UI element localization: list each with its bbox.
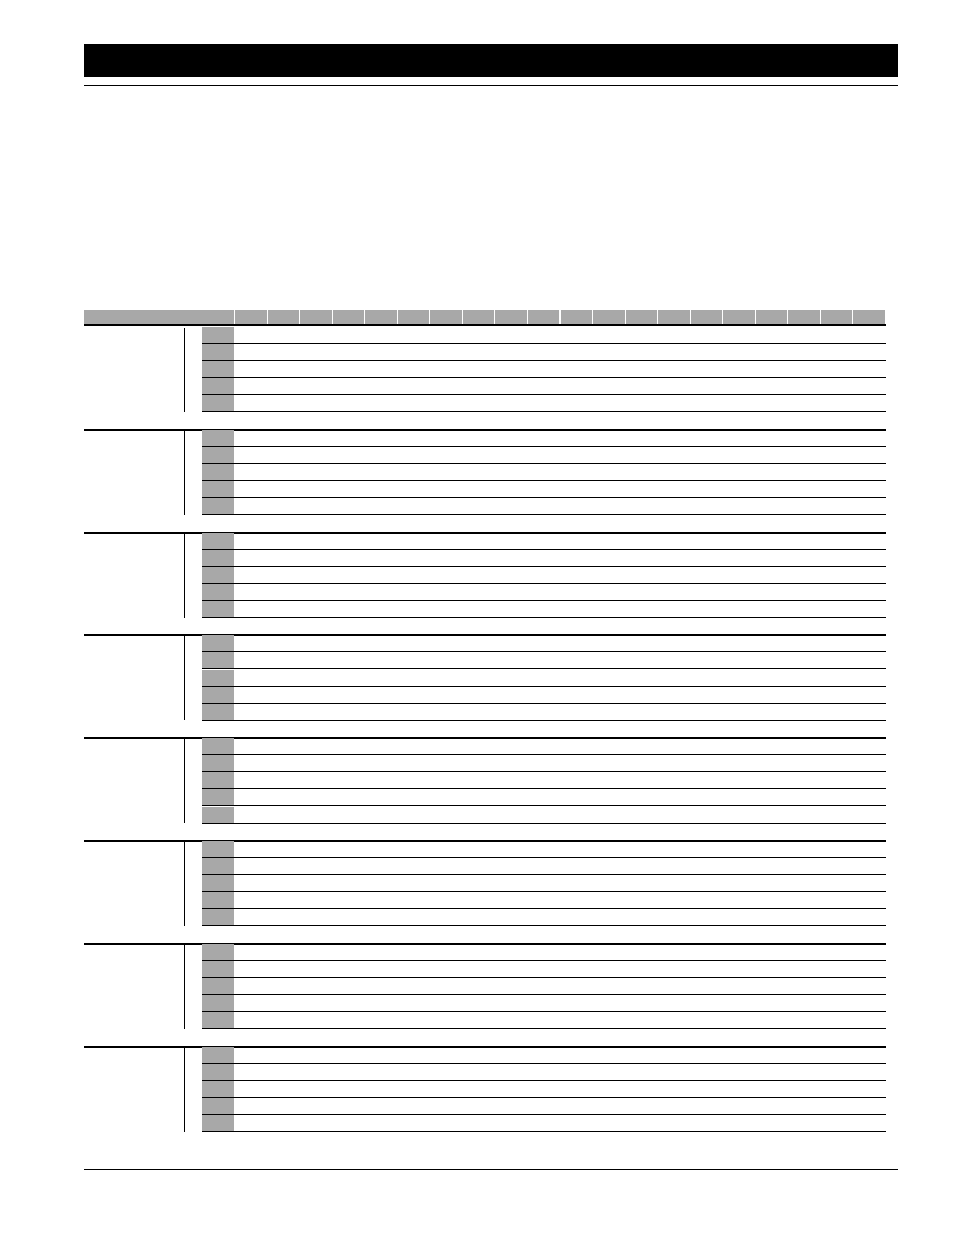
- column-header-cell: [333, 310, 365, 324]
- row-key-cell: [202, 1115, 234, 1131]
- row-key-cell: [202, 909, 234, 925]
- row-key-cell: [202, 395, 234, 411]
- row-key-cell: [202, 755, 234, 771]
- table-row: [202, 875, 886, 892]
- table-row: [202, 481, 886, 498]
- row-divider: [202, 925, 886, 926]
- row-key-cell: [202, 584, 234, 600]
- table-row: [202, 858, 886, 875]
- row-key-cell: [202, 361, 234, 377]
- row-key-cell: [202, 481, 234, 497]
- table-row: [202, 807, 886, 824]
- table-row: [202, 892, 886, 909]
- column-header-cell: [788, 310, 820, 324]
- column-header-cell: [268, 310, 300, 324]
- row-key-cell: [202, 1081, 234, 1097]
- table-row: [202, 738, 886, 755]
- table-header-label: [84, 310, 234, 324]
- row-key-cell: [202, 841, 234, 857]
- column-header-cell: [365, 310, 397, 324]
- table-row: [202, 464, 886, 481]
- table-row: [202, 327, 886, 344]
- table-group: [84, 943, 886, 1033]
- table-group: [84, 1046, 886, 1136]
- row-divider: [202, 617, 886, 618]
- column-header-cell: [658, 310, 690, 324]
- group-bracket-line: [184, 1048, 185, 1132]
- group-bracket-line: [184, 842, 185, 926]
- table-row: [202, 584, 886, 601]
- table-row: [202, 978, 886, 995]
- table-row: [202, 961, 886, 978]
- group-bracket-line: [184, 534, 185, 618]
- footer-divider: [84, 1169, 898, 1170]
- row-key-cell: [202, 652, 234, 668]
- row-key-cell: [202, 601, 234, 617]
- table-row: [202, 1012, 886, 1029]
- table-row: [202, 635, 886, 652]
- column-header-cell: [235, 310, 267, 324]
- group-bracket-line: [184, 636, 185, 720]
- table-row: [202, 601, 886, 618]
- column-header-cell: [691, 310, 723, 324]
- row-key-cell: [202, 1064, 234, 1080]
- row-key-cell: [202, 892, 234, 908]
- table-row: [202, 1081, 886, 1098]
- table-group: [84, 429, 886, 519]
- row-divider: [202, 1028, 886, 1029]
- row-divider: [202, 514, 886, 515]
- row-key-cell: [202, 978, 234, 994]
- row-key-cell: [202, 670, 234, 686]
- row-key-cell: [202, 447, 234, 463]
- table-group: [84, 737, 886, 827]
- table-group: [84, 634, 886, 724]
- row-key-cell: [202, 430, 234, 446]
- column-header-cell: [593, 310, 625, 324]
- table-row: [202, 944, 886, 961]
- table-row: [202, 755, 886, 772]
- row-key-cell: [202, 738, 234, 754]
- row-key-cell: [202, 772, 234, 788]
- group-bracket-line: [184, 328, 185, 412]
- row-key-cell: [202, 687, 234, 703]
- row-key-cell: [202, 995, 234, 1011]
- table-row: [202, 395, 886, 412]
- table-row: [202, 567, 886, 584]
- table-row: [202, 344, 886, 361]
- row-key-cell: [202, 327, 234, 343]
- row-divider: [202, 720, 886, 721]
- table-row: [202, 841, 886, 858]
- row-divider: [202, 411, 886, 412]
- group-bracket-line: [184, 431, 185, 515]
- row-divider: [202, 1131, 886, 1132]
- row-key-cell: [202, 567, 234, 583]
- table-group: [84, 326, 886, 416]
- row-key-cell: [202, 464, 234, 480]
- column-header-cell: [853, 310, 885, 324]
- table-row: [202, 1047, 886, 1064]
- column-header-cell: [626, 310, 658, 324]
- table-row: [202, 1098, 886, 1115]
- row-key-cell: [202, 704, 234, 720]
- column-header-cell: [398, 310, 430, 324]
- table-row: [202, 995, 886, 1012]
- group-bracket-line: [184, 945, 185, 1029]
- table-row: [202, 378, 886, 395]
- row-key-cell: [202, 807, 234, 823]
- row-key-cell: [202, 875, 234, 891]
- table-row: [202, 789, 886, 806]
- row-key-cell: [202, 961, 234, 977]
- column-header-cell: [430, 310, 462, 324]
- row-key-cell: [202, 498, 234, 514]
- row-key-cell: [202, 1098, 234, 1114]
- table-row: [202, 670, 886, 687]
- row-key-cell: [202, 1047, 234, 1063]
- row-key-cell: [202, 789, 234, 805]
- column-header-cell: [723, 310, 755, 324]
- row-key-cell: [202, 944, 234, 960]
- row-divider: [202, 823, 886, 824]
- row-key-cell: [202, 550, 234, 566]
- column-header-cell: [300, 310, 332, 324]
- table-row: [202, 652, 886, 669]
- column-header-cell: [756, 310, 788, 324]
- table-row: [202, 704, 886, 721]
- column-header-cell: [463, 310, 495, 324]
- table-row: [202, 430, 886, 447]
- table-row: [202, 361, 886, 378]
- row-key-cell: [202, 1012, 234, 1028]
- group-bracket-line: [184, 739, 185, 823]
- table-row: [202, 550, 886, 567]
- column-header-cell: [561, 310, 593, 324]
- row-key-cell: [202, 378, 234, 394]
- row-key-cell: [202, 533, 234, 549]
- table-row: [202, 772, 886, 789]
- row-key-cell: [202, 344, 234, 360]
- table-row: [202, 687, 886, 704]
- table-row: [202, 909, 886, 926]
- table-group: [84, 840, 886, 930]
- table-row: [202, 498, 886, 515]
- blank-form-table: [84, 0, 886, 1235]
- table-row: [202, 1064, 886, 1081]
- table-row: [202, 447, 886, 464]
- column-header-cell: [821, 310, 853, 324]
- row-key-cell: [202, 858, 234, 874]
- row-key-cell: [202, 635, 234, 651]
- table-row: [202, 533, 886, 550]
- table-group: [84, 532, 886, 622]
- column-header-cell: [528, 310, 560, 324]
- column-header-cell: [495, 310, 527, 324]
- table-row: [202, 1115, 886, 1132]
